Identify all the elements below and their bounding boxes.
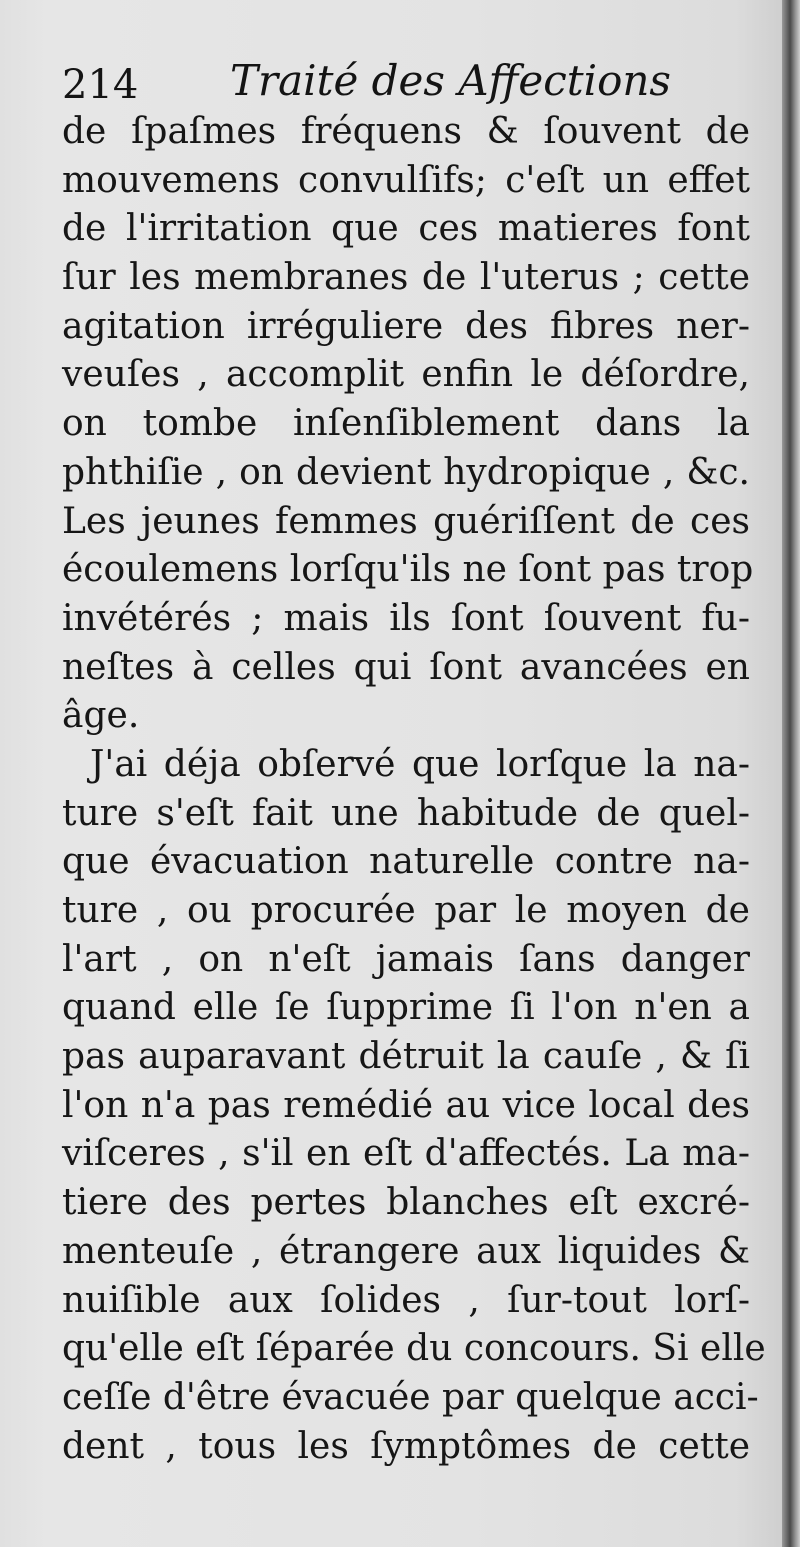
text-line: pas auparavant détruit la cauſe , & ſi <box>62 1036 750 1078</box>
text-line: ſur les membranes de l'uterus ; cette <box>62 257 750 299</box>
text-line: ture s'eſt fait une habitude de quel- <box>62 792 750 834</box>
text-line: Les jeunes femmes guériſſent de ces <box>62 500 750 542</box>
text-line: âge. <box>62 695 140 737</box>
text-line: nuiſible aux ſolides , ſur-tout lorſ- <box>62 1279 750 1321</box>
text-line: viſceres , s'il en eſt d'affectés. La ma- <box>62 1133 750 1175</box>
body-text <box>62 108 766 1471</box>
text-line: que évacuation naturelle contre na- <box>62 841 750 883</box>
text-line: ture , ou procurée par le moyen de <box>62 890 750 931</box>
text-line: menteuſe , étrangere aux liquides & <box>62 1230 750 1272</box>
text-line: écoulemens lorſqu'ils ne ſont pas trop <box>62 549 754 591</box>
text-line: on tombe inſenſiblement dans la <box>62 403 750 445</box>
text-line: de ſpaſmes fréquens & ſouvent de <box>62 111 750 152</box>
paragraph-start-line: J'ai déja obſervé que lorſque la na- <box>90 743 750 785</box>
text-line: veuſes , accomplit enfin le déſordre, <box>62 354 750 396</box>
page-header <box>62 56 762 108</box>
text-line: ceſſe d'être évacuée par quelque acci- <box>62 1376 759 1418</box>
text-line: invétérés ; mais ils ſont ſouvent fu- <box>62 597 750 639</box>
text-line: agitation irréguliere des fibres ner- <box>62 305 750 347</box>
book-gutter-edge <box>782 0 800 1547</box>
text-line: de l'irritation que ces matieres font <box>62 208 750 250</box>
text-line: tiere des pertes blanches eſt excré- <box>62 1182 750 1224</box>
text-line: quand elle ſe ſupprime ſi l'on n'en a <box>62 987 750 1029</box>
running-title: Traité des Affections <box>230 56 671 105</box>
text-line: l'on n'a pas remédié au vice local des <box>62 1084 750 1126</box>
text-line: qu'elle eſt ſéparée du concours. Si elle <box>62 1328 766 1370</box>
text-line: l'art , on n'eſt jamais ſans danger <box>62 938 750 980</box>
page-number: 214 <box>62 62 139 108</box>
text-line: mouvemens convulſifs; c'eſt un effet <box>62 159 750 201</box>
text-line: dent , tous les ſymptômes de cette <box>62 1425 750 1467</box>
text-line: phthiſie , on devient hydropique , &c. <box>62 451 750 493</box>
text-line: neſtes à celles qui ſont avancées en <box>62 646 750 688</box>
